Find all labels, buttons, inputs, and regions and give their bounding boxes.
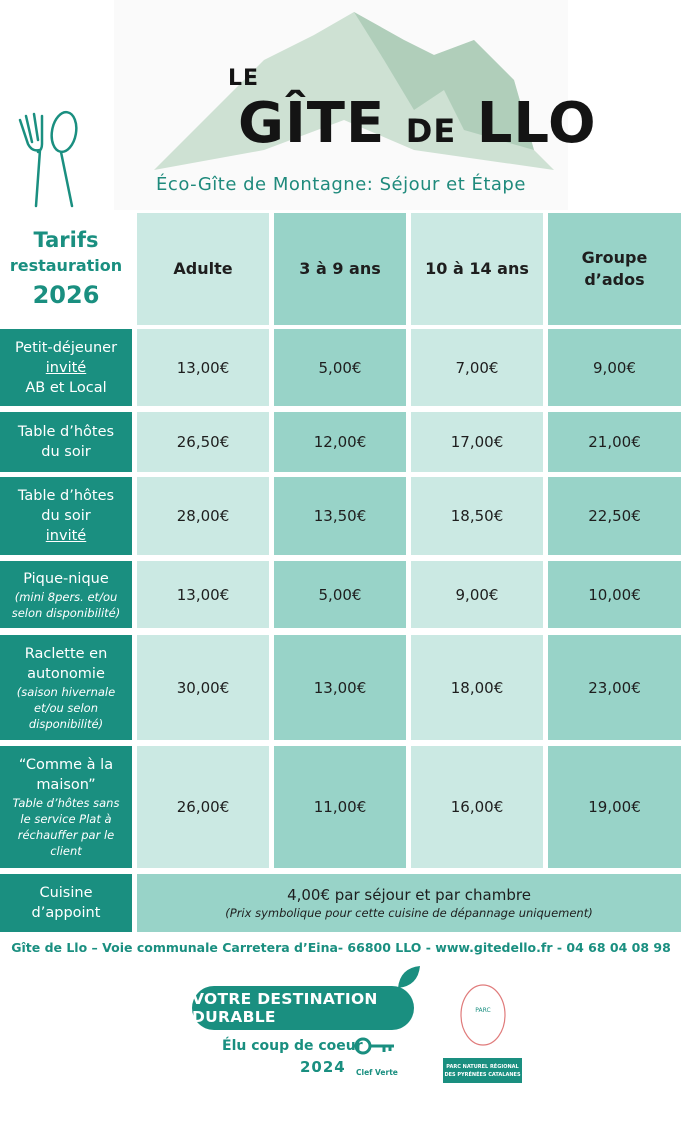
row-label-text: du soir: [41, 444, 91, 460]
price-cell: 9,00€: [411, 561, 543, 628]
column-header-10-14: 10 à 14 ans: [411, 213, 543, 325]
price-cell: 23,00€: [548, 635, 681, 740]
row-label-note: (saison hivernale et/ou selon disponibilité): [16, 684, 116, 731]
logo-title: [238, 91, 597, 161]
row-label-text: “Comme à la: [18, 757, 114, 773]
row-label-invite: invité: [45, 528, 87, 544]
title-restauration: restauration: [9, 256, 123, 275]
price-cell: 21,00€: [548, 412, 681, 472]
row-label-text: Pique-nique: [23, 570, 109, 587]
row-label-petit-dejeuner: [0, 329, 132, 406]
leaf-icon: [396, 964, 422, 990]
row-label-note: Table d’hôtes sans le service Plat à réchauffer par le client: [12, 796, 120, 858]
price-cell: 17,00€: [411, 412, 543, 472]
price-cell: 11,00€: [274, 746, 406, 868]
row-label-after: AB et Local: [25, 379, 107, 396]
parc-box-line2: DES PYRÉNÉES CATALANES: [444, 1071, 521, 1078]
row-label-text: maison”: [36, 777, 96, 793]
logo-llo: LLO: [476, 91, 597, 156]
price-cell: 13,00€: [137, 329, 269, 406]
price-cell: 16,00€: [411, 746, 543, 868]
price-cell: 18,00€: [411, 635, 543, 740]
svg-text:PARC: PARC: [475, 1007, 491, 1014]
row-label-note: (mini 8pers. et/ou selon disponibilité): [11, 589, 121, 620]
row-label-text: Table d’hôtes: [17, 488, 115, 504]
row-label-raclette: [0, 635, 132, 740]
row-label-text: Table d’hôtes: [17, 424, 115, 440]
logo-le: LE: [228, 66, 260, 91]
row-label-text: Raclette en: [24, 645, 108, 662]
award-text: Élu coup de coeur: [222, 1038, 363, 1054]
price-cell: 13,00€: [274, 635, 406, 740]
tagline: Éco-Gîte de Montagne: Séjour et Étape: [156, 174, 526, 195]
kitchen-price-cell: [137, 874, 681, 932]
key-icon: [354, 1036, 396, 1056]
price-cell: 22,50€: [548, 477, 681, 555]
contact-line: Gîte de Llo – Voie communale Carretera d’Eina- 66800 LLO - www.gitedello.fr - 04 68 04 08 98: [11, 940, 671, 955]
row-label-invite: invité: [45, 359, 87, 376]
award-year: 2024: [300, 1058, 346, 1076]
parc-box-line1: PARC NATUREL RÉGIONAL: [446, 1063, 519, 1070]
logo-gite: GÎTE: [238, 91, 386, 156]
price-cell: 9,00€: [548, 329, 681, 406]
price-cell: 7,00€: [411, 329, 543, 406]
row-label-table-hotes-invite: [0, 477, 132, 555]
price-cell: 26,00€: [137, 746, 269, 868]
row-label-text: du soir: [41, 508, 91, 524]
price-cell: 5,00€: [274, 561, 406, 628]
price-cell: 28,00€: [137, 477, 269, 555]
column-header-3-9: 3 à 9 ans: [274, 213, 406, 325]
row-label-text: autonomie: [27, 665, 105, 682]
table-title: [0, 213, 132, 325]
logo-de: DE: [405, 112, 457, 150]
title-tarifs: Tarifs: [33, 228, 99, 252]
row-label-pique-nique: [0, 561, 132, 628]
price-cell: 26,50€: [137, 412, 269, 472]
column-header-groupe: Groupe d’ados: [548, 213, 681, 325]
row-label-table-hotes: [0, 412, 132, 472]
title-year: 2026: [32, 281, 100, 309]
parc-naturel-logo: [458, 982, 508, 1048]
kitchen-note: (Prix symbolique pour cette cuisine de dépannage uniquement): [225, 906, 593, 920]
cutlery-icon: [14, 108, 86, 212]
row-label-comme-maison: [0, 746, 132, 868]
price-cell: 19,00€: [548, 746, 681, 868]
price-cell: 13,00€: [137, 561, 269, 628]
column-header-adulte: Adulte: [137, 213, 269, 325]
price-cell: 5,00€: [274, 329, 406, 406]
price-cell: 12,00€: [274, 412, 406, 472]
price-cell: 30,00€: [137, 635, 269, 740]
price-cell: 13,50€: [274, 477, 406, 555]
kitchen-price: 4,00€ par séjour et par chambre: [287, 886, 531, 904]
row-label-text: Petit-déjeuner: [14, 339, 118, 356]
destination-durable-badge: VOTRE DESTINATION DURABLE: [192, 986, 414, 1030]
price-cell: 18,50€: [411, 477, 543, 555]
parc-naturel-box: [443, 1058, 522, 1083]
price-cell: 10,00€: [548, 561, 681, 628]
row-label-cuisine: Cuisine d’appoint: [0, 874, 132, 932]
clef-verte-label: Clef Verte: [356, 1068, 398, 1077]
